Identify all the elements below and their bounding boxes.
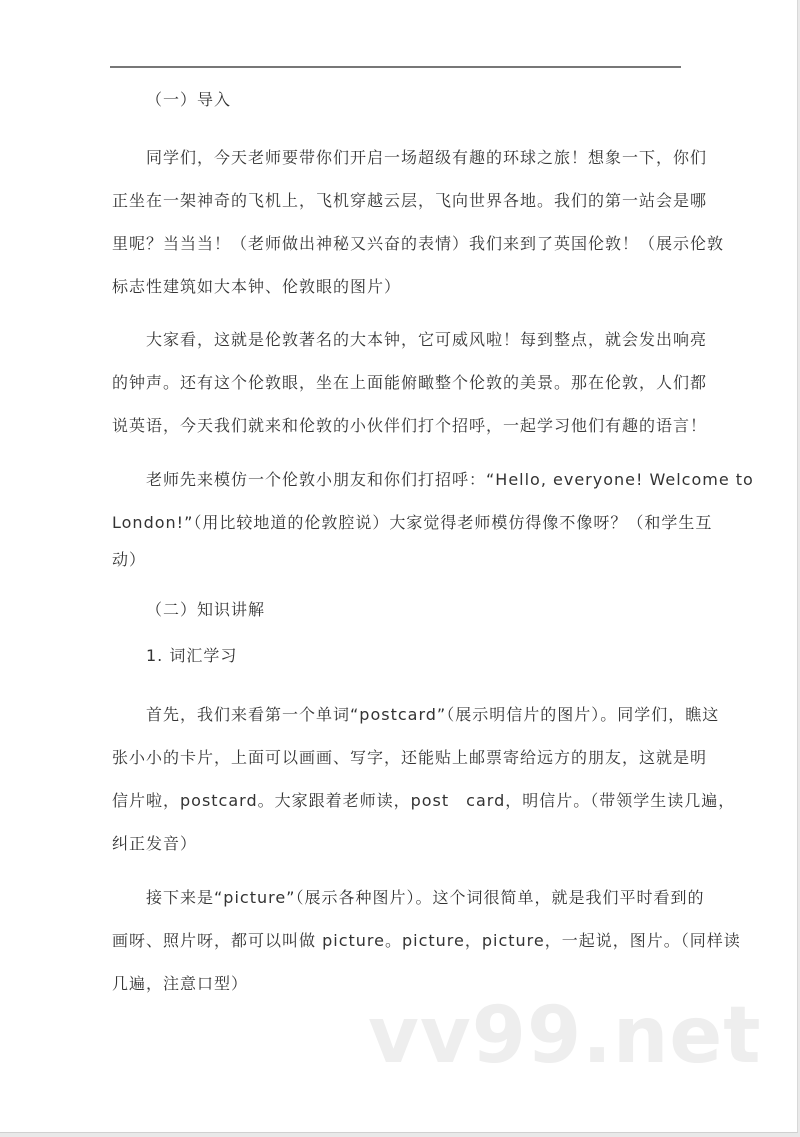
paragraph-line: 画呀、照片呀，都可以叫做 picture。picture，picture，一起说，图片。（同样读: [112, 931, 741, 950]
watermark: vv99.net: [368, 991, 762, 1081]
section-heading-knowledge: （二）知识讲解: [146, 600, 266, 619]
paragraph-line: 信片啦，postcard。大家跟着老师读，post card，明信片。（带领学生读几遍，: [112, 791, 736, 810]
paragraph-line: 张小小的卡片，上面可以画画、写字，还能贴上邮票寄给远方的朋友，这就是明: [112, 748, 708, 767]
paragraph-line: 正坐在一架神奇的飞机上，飞机穿越云层，飞向世界各地。我们的第一站会是哪: [112, 191, 708, 210]
paragraph-line: 老师先来模仿一个伦敦小朋友和你们打招呼：“Hello, everyone! Welcome to: [146, 470, 754, 489]
header-rule: [110, 66, 681, 68]
paragraph-line: 动）: [112, 550, 147, 569]
paragraph-line: 的钟声。还有这个伦敦眼，坐在上面能俯瞰整个伦敦的美景。那在伦敦，人们都: [112, 373, 708, 392]
subsection-heading-vocabulary: 1. 词汇学习: [146, 646, 238, 665]
paragraph-line: 标志性建筑如大本钟、伦敦眼的图片）: [112, 277, 402, 296]
paragraph-line: 几遍，注意口型）: [112, 974, 249, 993]
paragraph-line: 首先，我们来看第一个单词“postcard”（展示明信片的图片）。同学们，瞧这: [146, 705, 720, 724]
paragraph-line: 纠正发音）: [112, 834, 198, 853]
section-heading-intro: （一）导入: [146, 90, 232, 109]
paragraph-line: 大家看，这就是伦敦著名的大本钟，它可威风啦！每到整点，就会发出响亮: [146, 330, 708, 349]
paragraph-line: 同学们，今天老师要带你们开启一场超级有趣的环球之旅！想象一下，你们: [146, 148, 708, 167]
paragraph-line: 说英语，今天我们就来和伦敦的小伙伴们打个招呼，一起学习他们有趣的语言！: [112, 416, 708, 435]
paragraph-line: 里呢？当当当！（老师做出神秘又兴奋的表情）我们来到了英国伦敦！（展示伦敦: [112, 234, 725, 253]
paragraph-line: 接下来是“picture”（展示各种图片）。这个词很简单，就是我们平时看到的: [146, 888, 705, 907]
paragraph-line: London!”（用比较地道的伦敦腔说）大家觉得老师模仿得像不像呀？（和学生互: [112, 513, 713, 532]
